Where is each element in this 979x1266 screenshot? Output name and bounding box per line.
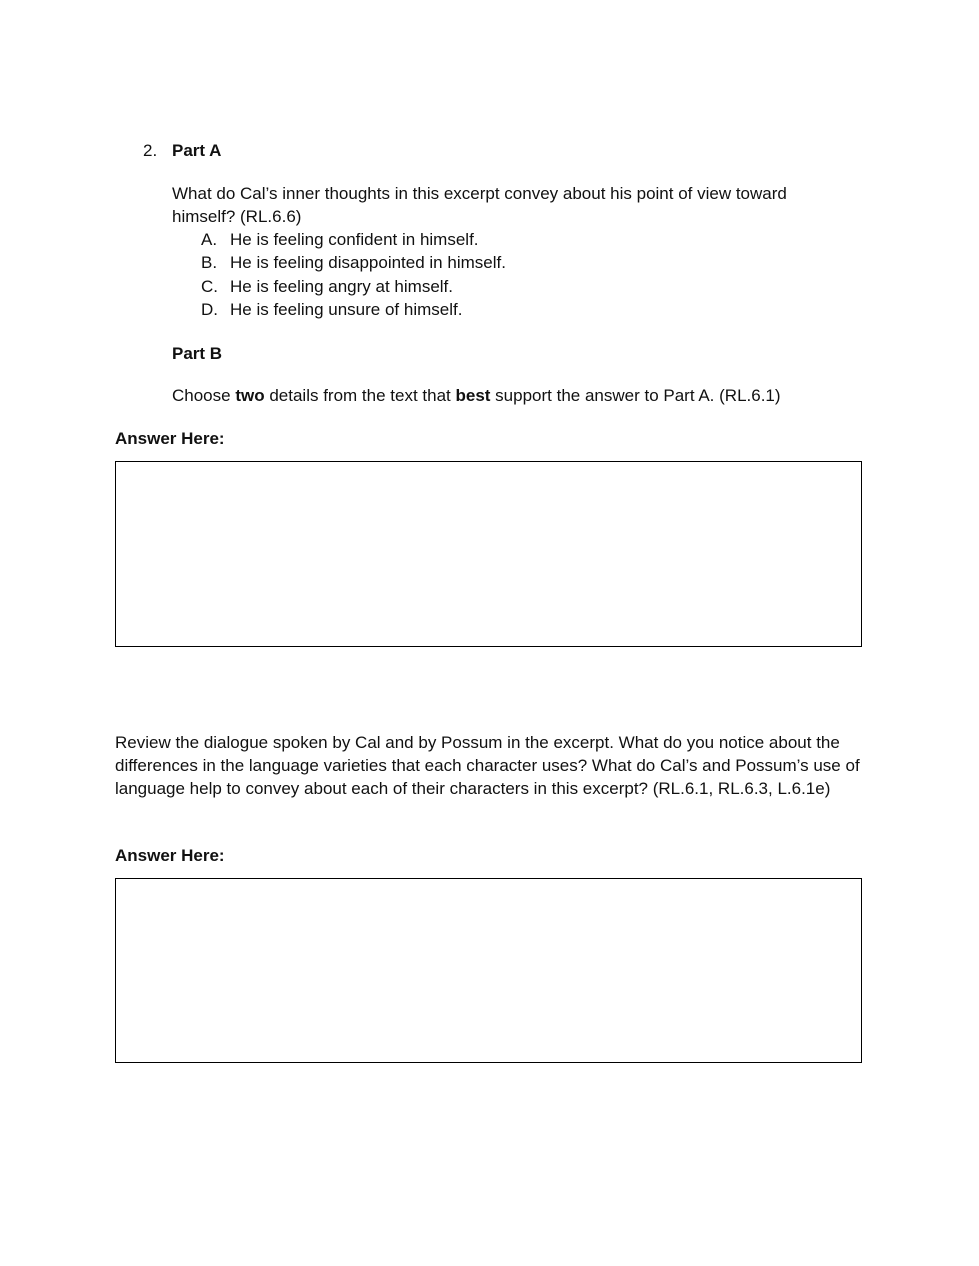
part-b-text: details from the text that [264,386,456,405]
part-a-question: What do Cal’s inner thoughts in this excerpt convey about his point of view toward himself? (RL.6.6) [172,184,787,226]
part-a-heading: Part A [172,141,222,160]
part-b-heading: Part B [172,344,223,363]
option-letter: B. [201,253,218,273]
option-d[interactable] [172,298,506,321]
option-text: He is feeling angry at himself. [230,276,453,296]
answer-label: Answer Here: [115,429,225,448]
option-text: He is feeling disappointed in himself. [230,253,506,273]
answer-box-question-2[interactable] [115,461,862,647]
part-b-text: support the answer to Part A. (RL.6.1) [490,386,781,405]
option-letter: C. [201,276,218,296]
part-b-emphasis-two: two [235,386,265,405]
option-letter: A. [201,230,218,249]
question-number: 2. [143,141,158,160]
part-b-question [172,384,781,407]
part-a-options [172,228,506,321]
answer-box-question-3[interactable] [115,878,862,1063]
answer-label: Answer Here: [115,846,225,865]
option-c[interactable] [172,275,506,298]
option-letter: D. [201,299,218,319]
option-a[interactable] [172,228,506,251]
part-b-text: Choose [172,386,236,405]
dialogue-question: Review the dialogue spoken by Cal and by Possum in the excerpt. What do you notice about the differences in the language varieties that each character uses? What do Cal’s and Possum’s use of language help to convey about each of their characters in this excerpt? (RL.6.1, RL.6.3, L.6.1e) [115,733,860,798]
option-text: He is feeling confident in himself. [230,230,479,249]
part-b-emphasis-best: best [455,386,491,405]
option-text: He is feeling unsure of himself. [230,299,463,319]
option-b[interactable] [172,251,506,274]
